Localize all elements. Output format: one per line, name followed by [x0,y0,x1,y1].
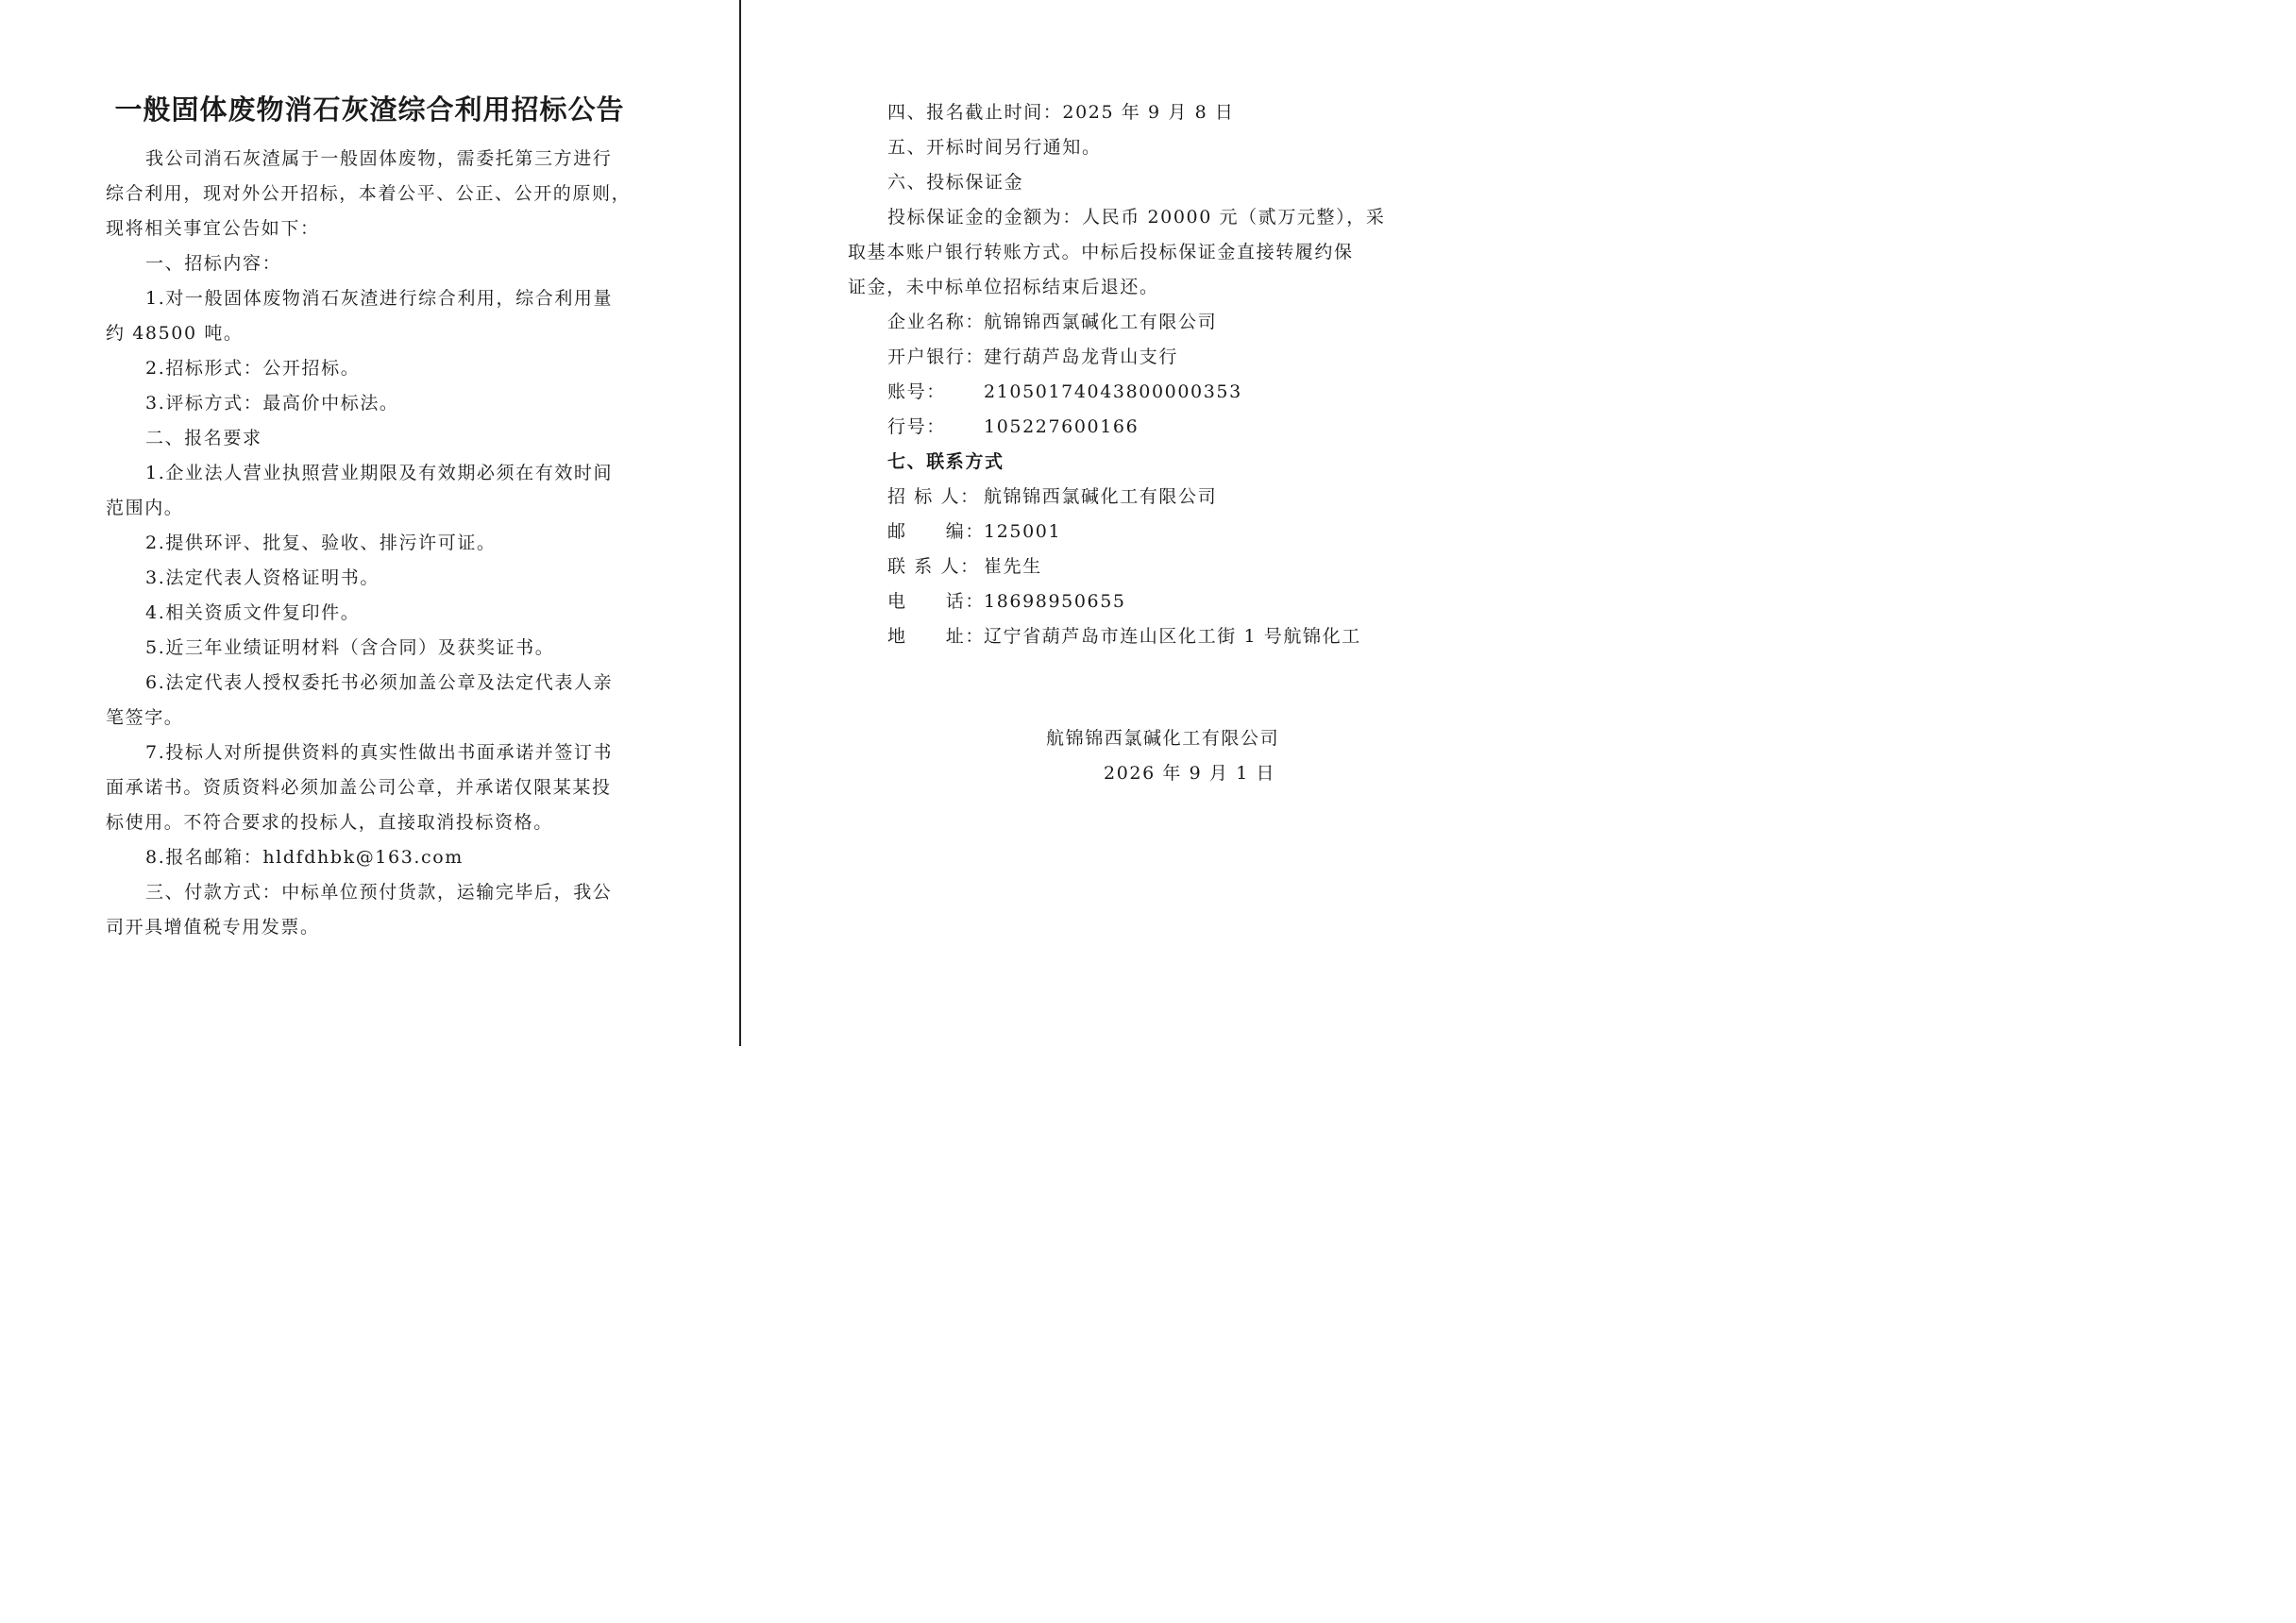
section-3-line-2: 司开具增值税专用发票。 [106,917,320,938]
postcode-label: 邮 编： [887,521,986,542]
right-page [742,0,1473,1046]
section-2-item-7-line-3: 标使用。不符合要求的投标人，直接取消投标资格。 [106,812,553,833]
section-2-item-1-line-2: 范围内。 [106,498,184,518]
left-page [0,0,739,1046]
deposit-line-1: 投标保证金的金额为：人民币 20000 元（贰万元整），采 [887,207,1386,228]
phone-value: 18698950655 [984,591,1126,612]
phone-label: 电 话： [887,591,986,612]
section-2-item-5: 5.近三年业绩证明材料（含合同）及获奖证书。 [145,637,555,658]
contact-person-label: 联 系 人： [887,556,980,577]
bank-label: 开户银行： [887,347,986,367]
section-1-item-3: 3.评标方式：最高价中标法。 [145,393,399,414]
company-name-label: 企业名称： [887,312,986,332]
section-7-heading: 七、联系方式 [887,451,1004,472]
section-1-item-1-line-2: 约 48500 吨。 [106,323,244,344]
section-1-heading: 一、招标内容： [145,253,282,274]
section-4-deadline: 四、报名截止时间：2025 年 9 月 8 日 [887,102,1235,123]
signature-date: 2026 年 9 月 1 日 [1104,763,1276,784]
account-label: 账号： [887,381,946,402]
signature-company: 航锦锦西氯碱化工有限公司 [1046,728,1280,749]
bank-value: 建行葫芦岛龙背山支行 [984,347,1179,367]
tenderer-value: 航锦锦西氯碱化工有限公司 [984,486,1218,507]
section-1-item-2: 2.招标形式：公开招标。 [145,358,361,379]
section-3-line-1: 三、付款方式：中标单位预付货款，运输完毕后，我公 [145,882,613,903]
section-1-item-1-line-1: 1.对一般固体废物消石灰渣进行综合利用，综合利用量 [145,288,614,309]
postcode-value: 125001 [984,521,1062,542]
bank-number-value: 105227600166 [984,416,1140,437]
address-value: 辽宁省葫芦岛市连山区化工街 1 号航锦化工 [984,626,1361,647]
tenderer-label: 招 标 人： [887,486,980,507]
deposit-line-3: 证金，未中标单位招标结束后退还。 [848,277,1159,297]
section-6-heading: 六、投标保证金 [887,172,1024,193]
section-5-opening: 五、开标时间另行通知。 [887,137,1102,158]
contact-person-value: 崔先生 [984,556,1042,577]
section-2-item-6-line-2: 笔签字。 [106,707,184,728]
bank-number-label: 行号： [887,416,946,437]
section-2-item-6-line-1: 6.法定代表人授权委托书必须加盖公章及法定代表人亲 [145,672,614,693]
section-2-item-7-line-1: 7.投标人对所提供资料的真实性做出书面承诺并签订书 [145,742,614,763]
account-value: 21050174043800000353 [984,381,1242,402]
intro-line-1: 我公司消石灰渣属于一般固体废物，需委托第三方进行 [145,148,613,169]
page-divider [739,0,741,1046]
intro-line-3: 现将相关事宜公告如下： [106,218,320,239]
company-name-value: 航锦锦西氯碱化工有限公司 [984,312,1218,332]
section-2-item-2: 2.提供环评、批复、验收、排污许可证。 [145,533,497,553]
section-2-heading: 二、报名要求 [145,428,262,448]
section-2-item-7-line-2: 面承诺书。资质资料必须加盖公司公章，并承诺仅限某某投 [106,777,612,798]
section-2-item-3: 3.法定代表人资格证明书。 [145,567,380,588]
registration-email: 8.报名邮箱：hldfdhbk@163.com [145,847,464,868]
deposit-line-2: 取基本账户银行转账方式。中标后投标保证金直接转履约保 [848,242,1354,262]
intro-line-2: 综合利用，现对外公开招标，本着公平、公正、公开的原则， [106,183,632,204]
address-label: 地 址： [887,626,986,647]
section-2-item-4: 4.相关资质文件复印件。 [145,602,361,623]
document-title: 一般固体废物消石灰渣综合利用招标公告 [114,93,625,126]
section-2-item-1-line-1: 1.企业法人营业执照营业期限及有效期必须在有效时间 [145,463,614,483]
